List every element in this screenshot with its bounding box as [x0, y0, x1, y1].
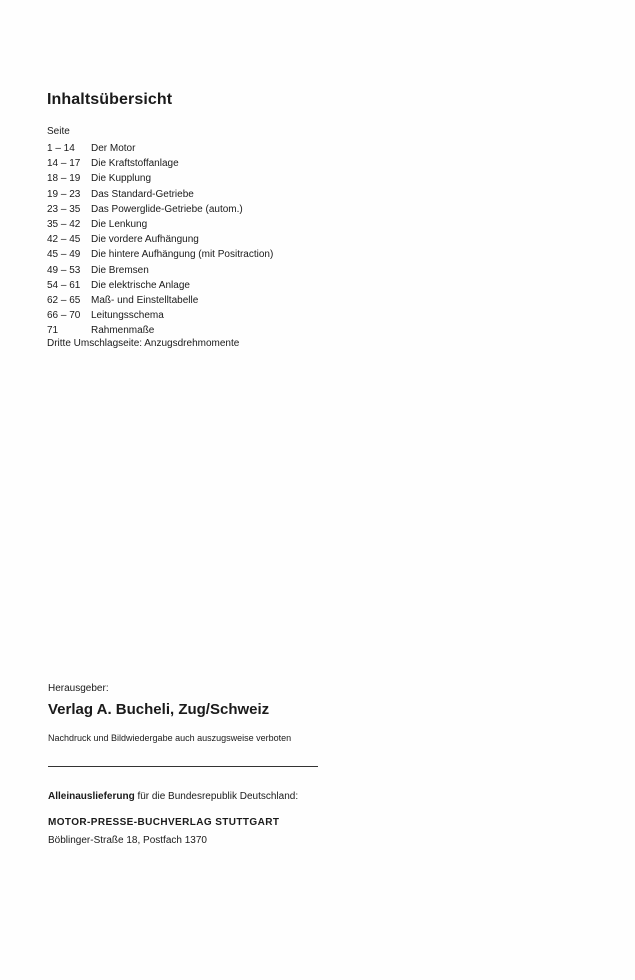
- toc-entry-pages: 1 – 14: [47, 143, 75, 154]
- distribution-rest: für die Bundesrepublik Deutschland:: [134, 791, 299, 802]
- toc-entry-label: Die hintere Aufhängung (mit Positraction): [91, 249, 274, 261]
- toc-entry: [47, 141, 273, 156]
- publisher-name: Verlag A. Bucheli, Zug/Schweiz: [48, 701, 270, 718]
- toc-entry: [47, 263, 273, 278]
- toc-entry: [47, 232, 273, 247]
- toc-entry-pages: 18 – 19: [47, 173, 81, 185]
- toc-entry-label: Die vordere Aufhängung: [91, 234, 199, 246]
- toc-entry-pages: 35 – 42: [47, 218, 81, 230]
- toc-entry-pages: 42 – 45: [47, 234, 81, 246]
- toc-title: Inhaltsübersicht: [47, 91, 173, 108]
- toc-entry: [47, 171, 273, 186]
- toc-entry-label: Rahmenmaße: [91, 325, 155, 337]
- reprint-notice: Nachdruck und Bildwiedergabe auch auszugsweise verboten: [48, 733, 292, 743]
- toc-entry-pages: 62 – 65: [47, 294, 81, 306]
- toc-entry-pages: 49 – 53: [47, 264, 81, 276]
- toc-entry-pages: 14 – 17: [47, 158, 81, 170]
- distributor-address: Böblinger-Straße 18, Postfach 1370: [48, 835, 207, 846]
- toc-entry-label: Die elektrische Anlage: [91, 279, 190, 291]
- toc-entry-label: Die Lenkung: [91, 218, 148, 230]
- toc-entry-label: Der Motor: [91, 143, 136, 154]
- toc-entry-label: Leitungsschema: [91, 310, 164, 322]
- toc-entry-label: Die Kupplung: [91, 173, 152, 185]
- toc-entry-label: Die Kraftstoffanlage: [91, 158, 179, 170]
- toc-entry-label: Maß- und Einstelltabelle: [91, 294, 199, 306]
- toc-entry-pages: 45 – 49: [47, 249, 81, 261]
- distribution-bold: Alleinauslieferung: [48, 791, 135, 802]
- toc-entry: [47, 278, 273, 293]
- toc-entry: [47, 308, 273, 323]
- toc-entry: [47, 293, 273, 308]
- toc-entry-label: Die Bremsen: [91, 264, 149, 276]
- toc-entry-pages: 23 – 35: [47, 203, 81, 215]
- toc-entry: [47, 323, 273, 338]
- toc-entry: [47, 247, 273, 262]
- toc-extra-note: Dritte Umschlagseite: Anzugsdrehmomente: [47, 338, 240, 349]
- toc-entry-pages: 66 – 70: [47, 310, 81, 322]
- toc-entry-label: Das Standard-Getriebe: [91, 188, 194, 200]
- toc-entry-label: Das Powerglide-Getriebe (autom.): [91, 203, 243, 215]
- toc-entry-pages: 19 – 23: [47, 188, 81, 200]
- distribution-line: [48, 791, 298, 802]
- divider-rule: [48, 766, 318, 767]
- publisher-label: Herausgeber:: [48, 683, 109, 694]
- toc-seite-label: Seite: [47, 126, 70, 137]
- toc-entry-pages: 71: [47, 325, 59, 337]
- toc-entry: [47, 187, 273, 202]
- distributor-name: MOTOR-PRESSE-BUCHVERLAG STUTTGART: [48, 817, 280, 828]
- toc-entry: [47, 202, 273, 217]
- toc-entry-pages: 54 – 61: [47, 279, 81, 291]
- toc-entry: [47, 217, 273, 232]
- toc-entry: [47, 156, 273, 171]
- toc-list: [47, 141, 273, 338]
